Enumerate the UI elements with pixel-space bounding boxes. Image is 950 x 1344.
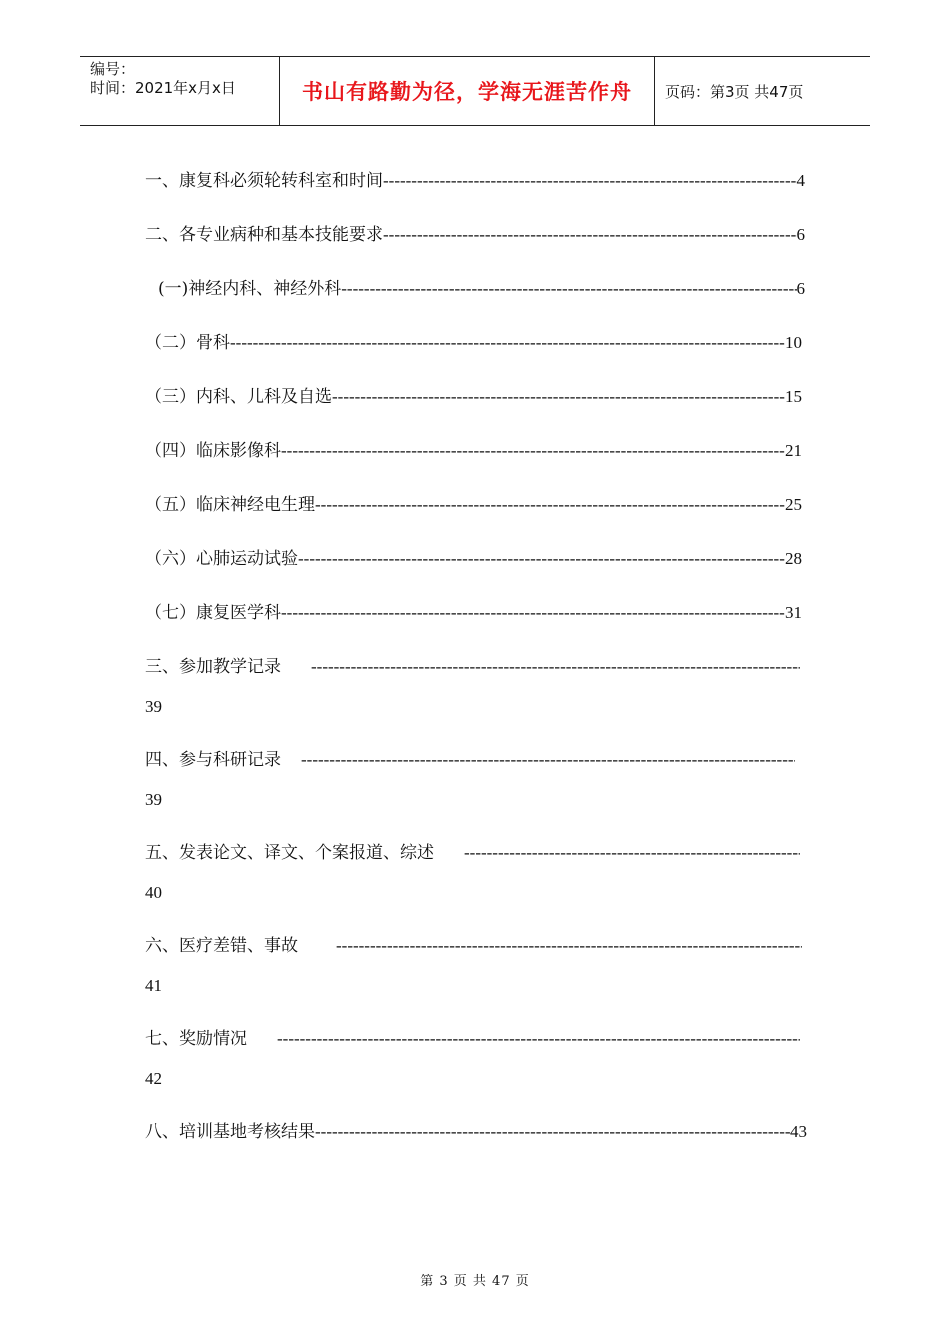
toc-entry[interactable] (145, 1122, 807, 1142)
toc-entry[interactable] (145, 843, 800, 863)
toc-entry-label: 二、各专业病种和基本技能要求 (145, 225, 383, 245)
toc-entry[interactable] (145, 1029, 800, 1049)
toc-leader (464, 843, 800, 863)
toc-entry[interactable] (158, 279, 805, 299)
toc-entry[interactable] (145, 603, 802, 623)
document-number-label: 编号： (90, 60, 136, 78)
toc-entry-page: 10 (785, 333, 802, 352)
toc-entry[interactable] (145, 387, 802, 407)
toc-entry-page: 39 (145, 790, 162, 809)
toc-entry-label: （三）内科、儿科及自选 (145, 387, 332, 407)
toc-entry-page: 15 (785, 387, 802, 406)
toc-leader (383, 225, 797, 245)
toc-entry[interactable] (145, 495, 802, 515)
toc-entry-page: 43 (790, 1122, 807, 1141)
page-footer: 第 3 页 共 47 页 (420, 1274, 530, 1289)
toc-entry[interactable] (145, 225, 805, 245)
toc-entry[interactable] (145, 171, 805, 191)
toc-leader (341, 279, 796, 299)
toc-entry[interactable] (145, 333, 802, 353)
toc-leader (332, 387, 785, 407)
toc-leader (281, 441, 785, 461)
toc-entry-page: 39 (145, 697, 162, 716)
toc-entry-label: 八、培训基地考核结果 (145, 1122, 315, 1142)
toc-entry-page: 6 (796, 279, 805, 298)
toc-leader (315, 1122, 790, 1142)
toc-entry-page: 25 (785, 495, 802, 514)
toc-entry-label: （二）骨科 (145, 333, 230, 353)
header-motto: 书山有路勤为径，学海无涯苦作舟 (280, 57, 655, 125)
toc-entry-page: 40 (145, 883, 162, 902)
toc-entry-label: 三、参加教学记录 (145, 657, 281, 677)
header-meta (80, 57, 280, 125)
toc-leader (230, 333, 785, 353)
toc-entry-label: （四）临床影像科 (145, 441, 281, 461)
toc-entry[interactable] (145, 936, 802, 956)
toc-leader (277, 1029, 800, 1049)
toc-entry-label: （五）临床神经电生理 (145, 495, 315, 515)
document-time-label: 时间：2021年x月x日 (90, 79, 236, 97)
toc-leader (301, 750, 795, 770)
toc-entry-label: （六）心肺运动试验 (145, 549, 298, 569)
toc-leader (298, 549, 785, 569)
toc-entry[interactable] (145, 549, 802, 569)
toc-entry-page: 21 (785, 441, 802, 460)
toc-entry-page: 6 (796, 225, 805, 244)
toc-entry-label: 七、奖励情况 (145, 1029, 247, 1049)
page-header (80, 56, 870, 126)
toc-entry-label: （七）康复医学科 (145, 603, 281, 623)
toc-leader (281, 603, 785, 623)
toc-entry-label: (一)神经内科、神经外科 (158, 279, 342, 299)
toc-entry[interactable] (145, 441, 802, 461)
header-page-label: 页码：第3页 共47页 (665, 82, 804, 101)
toc-leader (315, 495, 785, 515)
toc-leader (311, 657, 800, 677)
toc-entry-page: 31 (785, 603, 802, 622)
toc-entry[interactable] (145, 750, 795, 770)
toc-entry-page: 41 (145, 976, 162, 995)
toc-entry-page: 42 (145, 1069, 162, 1088)
toc-entry-page: 28 (785, 549, 802, 568)
toc-leader (383, 171, 797, 191)
toc-entry-label: 六、医疗差错、事故 (145, 936, 298, 956)
toc-entry-label: 五、发表论文、译文、个案报道、综述 (145, 843, 434, 863)
toc-entry-page: 4 (796, 171, 805, 190)
toc-entry[interactable] (145, 657, 800, 677)
toc-leader (336, 936, 802, 956)
toc-entry-label: 四、参与科研记录 (145, 750, 281, 770)
toc-entry-label: 一、康复科必须轮转科室和时间 (145, 171, 383, 191)
